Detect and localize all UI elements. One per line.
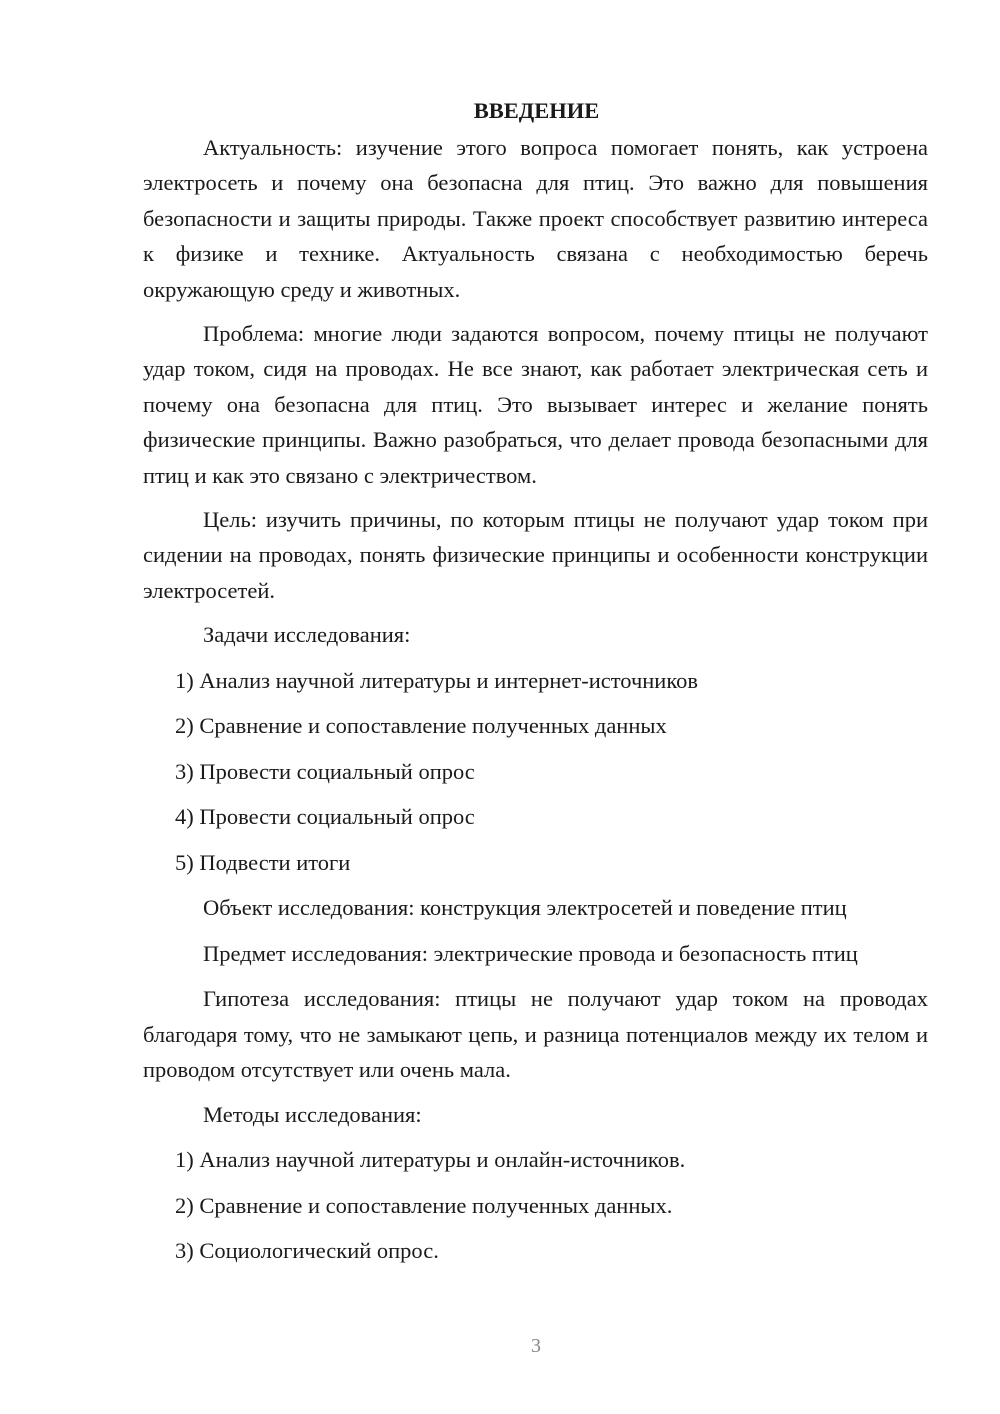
research-object: Объект исследования: конструкция электросетей и поведение птиц: [203, 895, 847, 921]
page-content: [143, 93, 928, 1279]
tasks-list: [143, 663, 928, 881]
section-title: ВВЕДЕНИЕ: [473, 98, 600, 123]
problem-paragraph: Проблема: многие люди задаются вопросом, почему птицы не получают удар током, сидя на проводах. Не все знают, как работает электрическая сеть и почему она безопасна для птиц. Это вызывает интерес и желание понять физические принципы. Важно разобраться, что делает провода безопасными для птиц и как это связано с электричеством.: [143, 321, 928, 488]
methods-heading: Методы исследования:: [203, 1101, 422, 1127]
list-item: 3) Социологический опрос.: [175, 1238, 439, 1263]
list-item: 1) Анализ научной литературы и интернет-источников: [175, 667, 699, 693]
methods-list: [143, 1142, 928, 1269]
relevance-paragraph: Актуальность: изучение этого вопроса помогает понять, как устроена электросеть и почему она безопасна для птиц. Это важно для повышения безопасности и защиты природы. Также проект способствует развитию интереса к физике и технике. Актуальность связана с необходимостью беречь окружающую среду и животных.: [143, 135, 928, 302]
list-item: 5) Подвести итоги: [175, 849, 351, 875]
page-number: 3: [531, 1335, 541, 1357]
list-item: 4) Провести социальный опрос: [175, 804, 475, 830]
list-item: 2) Сравнение и сопоставление полученных данных.: [175, 1192, 673, 1218]
list-item: 3) Провести социальный опрос: [175, 758, 475, 784]
list-item: 1) Анализ научной литературы и онлайн-источников.: [175, 1147, 686, 1172]
tasks-heading: Задачи исследования:: [203, 622, 411, 648]
goal-paragraph: Цель: изучить причины, по которым птицы не получают удар током при сидении на проводах, понять физические принципы и особенности конструкции электросетей.: [143, 507, 928, 603]
list-item: 2) Сравнение и сопоставление полученных данных: [175, 713, 667, 739]
research-subject: Предмет исследования: электрические провода и безопасность птиц: [203, 940, 858, 966]
hypothesis-paragraph: Гипотеза исследования: птицы не получают удар током на проводах благодаря тому, что не замыкают цепь, и разница потенциалов между их телом и проводом отсутствует или очень мала.: [143, 986, 928, 1083]
